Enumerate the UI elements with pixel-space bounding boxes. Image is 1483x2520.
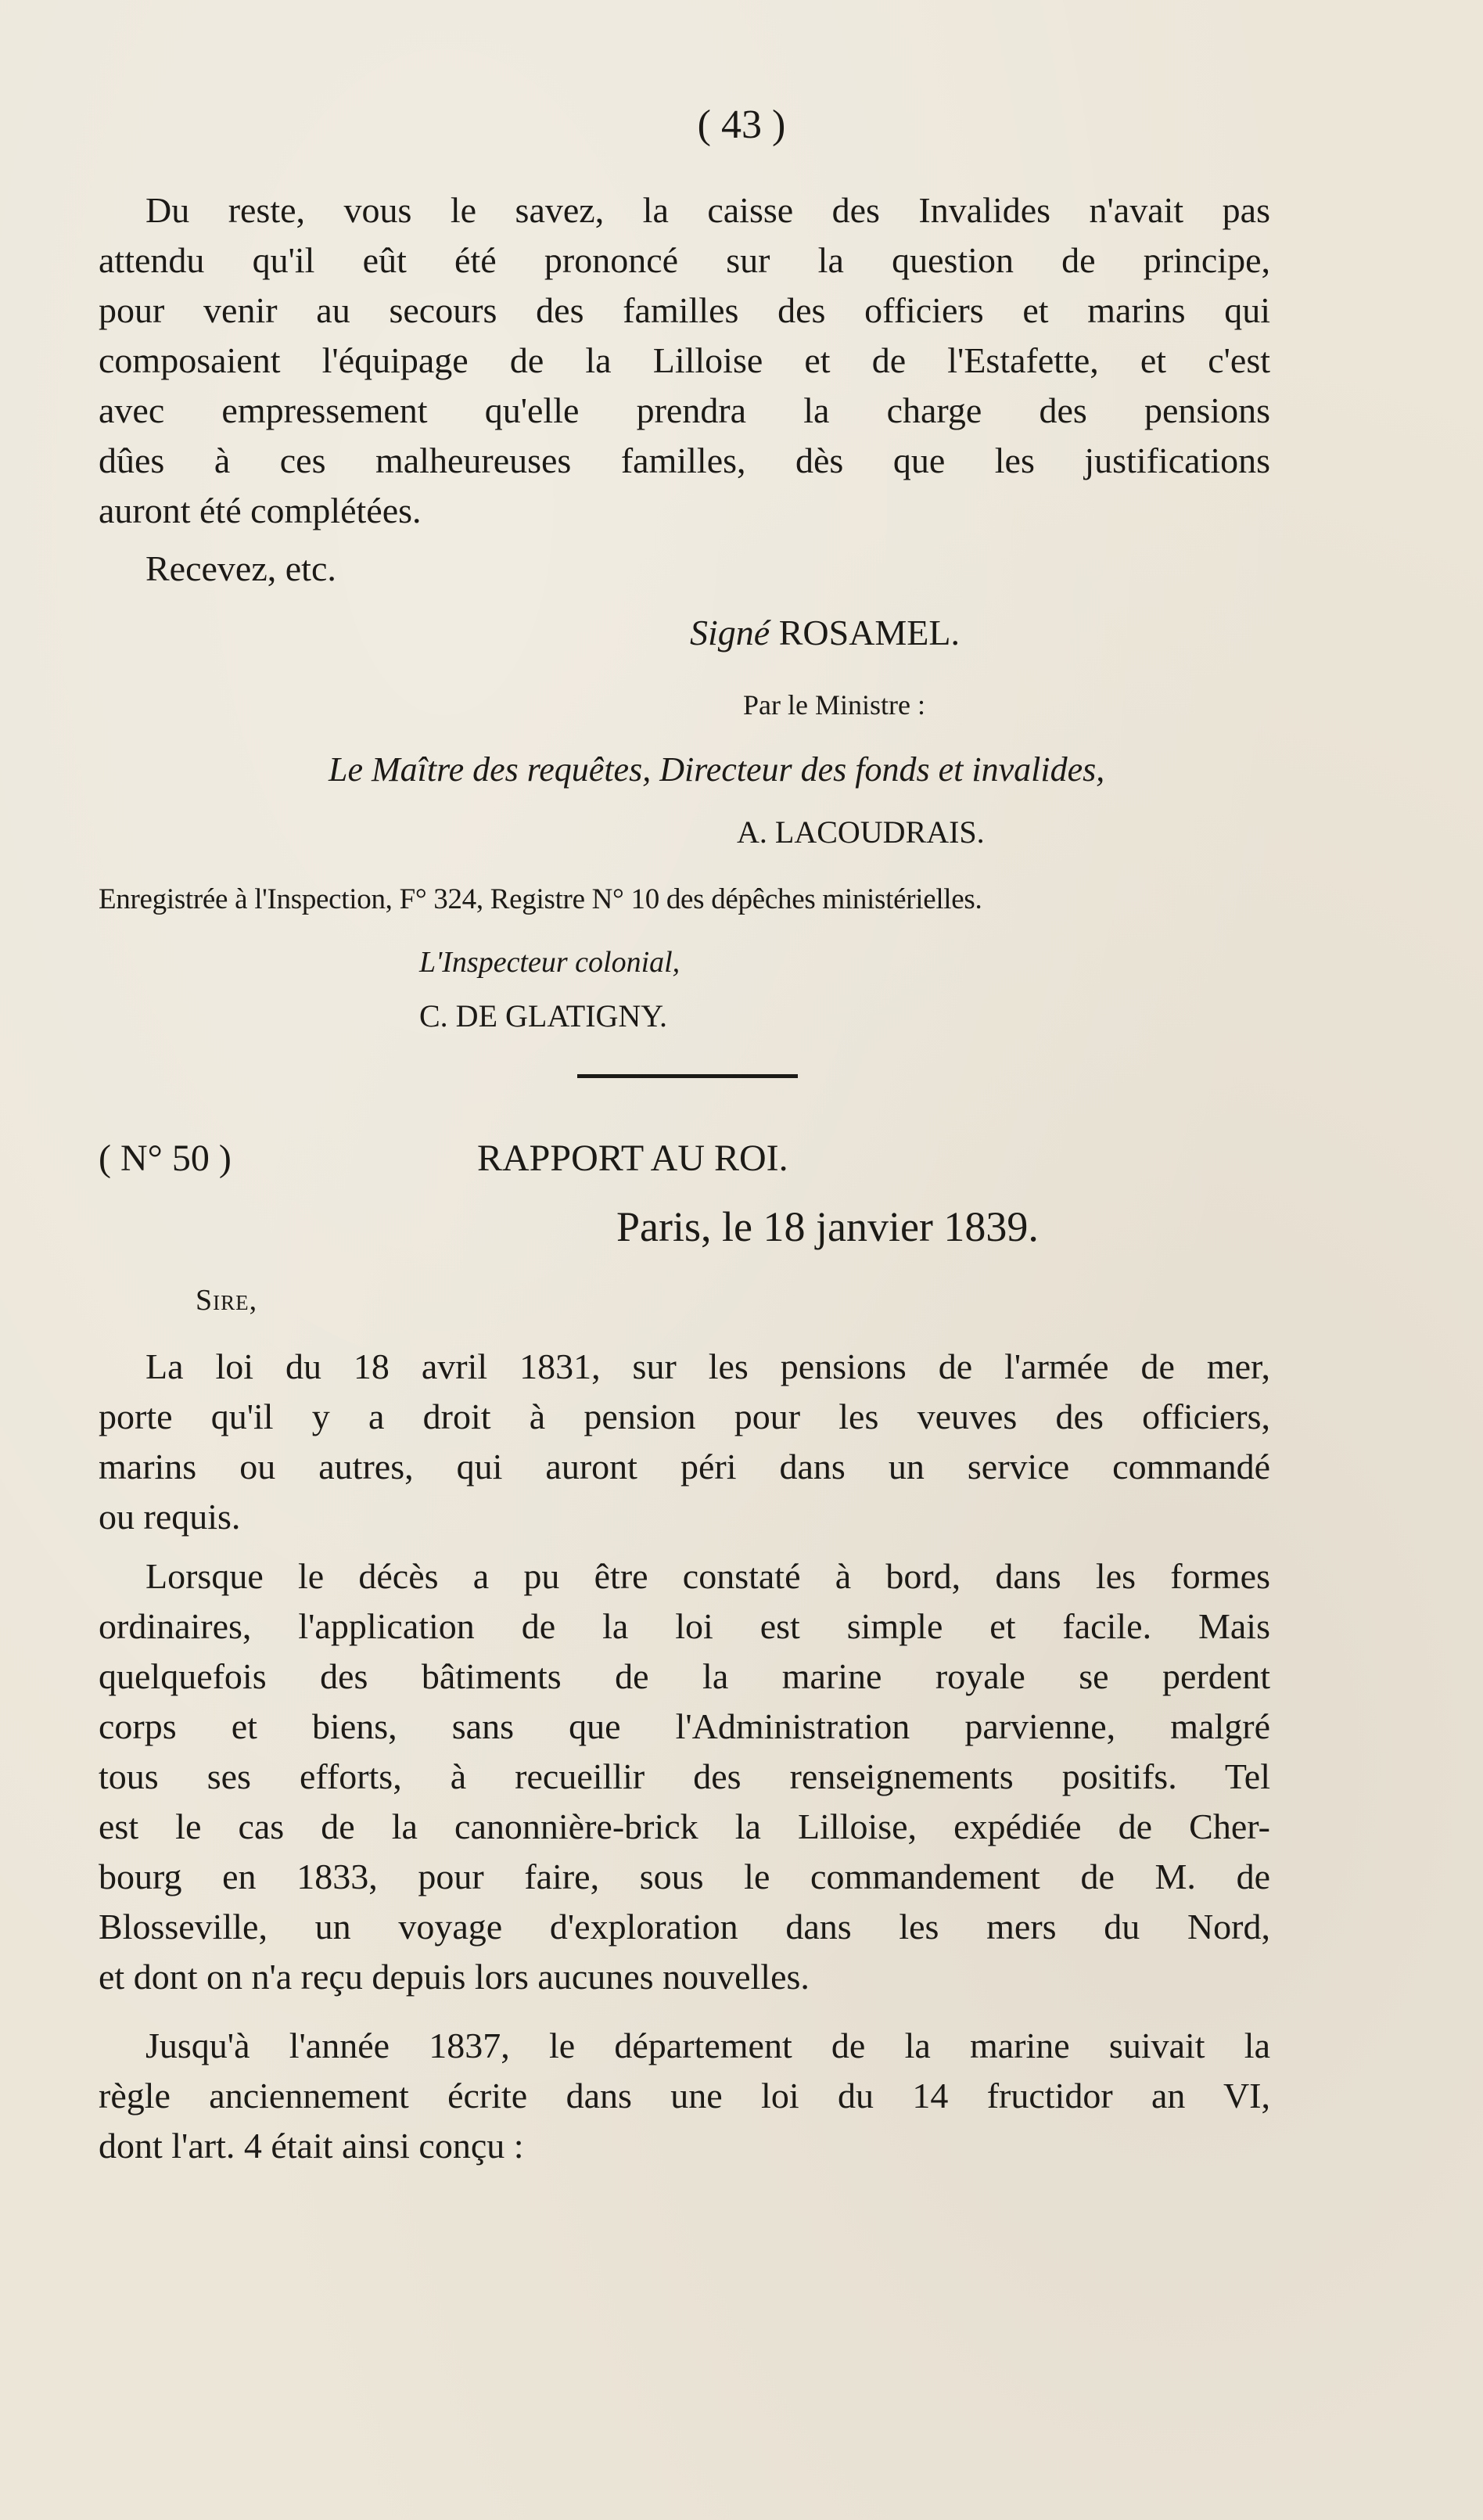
text-line: Blosseville, un voyage d'exploration dans les mers du Nord, (99, 1907, 1270, 1947)
by-minister: Par le Ministre : (743, 689, 925, 721)
paragraph-law-1831 (99, 1342, 1270, 1542)
report-title: RAPPORT AU ROI. (477, 1138, 788, 1179)
text-line: et dont on n'a reçu depuis lors aucunes nouvelles. (99, 1957, 810, 1997)
text-line: Jusqu'à l'année 1837, le département de la marine suivait la (145, 2026, 1270, 2065)
director-title: Le Maître des requêtes, Directeur des fonds et invalides, (329, 750, 1105, 789)
text-line: Lorsque le décès a pu être constaté à bord, dans les formes (145, 1556, 1270, 1596)
text-line: tous ses efforts, à recueillir des renseignements positifs. Tel (99, 1756, 1270, 1796)
dateline: Paris, le 18 janvier 1839. (616, 1203, 1039, 1250)
text-line: ordinaires, l'application de la loi est simple et facile. Mais (99, 1606, 1270, 1646)
signed-label: Signé (690, 613, 770, 652)
text-line: avec empressement qu'elle prendra la charge des pensions (99, 390, 1270, 430)
paragraph-invalides (99, 185, 1270, 536)
text-line: règle anciennement écrite dans une loi du 14 fructidor an VI, (99, 2076, 1270, 2116)
text-line: attendu qu'il eût été prononcé sur la question de principe, (99, 240, 1270, 280)
signature-line (690, 612, 960, 653)
text-line: bourg en 1833, pour faire, sous le commandement de M. de (99, 1857, 1270, 1896)
text-line: ou requis. (99, 1497, 241, 1537)
text-line: Du reste, vous le savez, la caisse des Invalides n'avait pas (145, 190, 1270, 230)
text-line: auront été complétées. (99, 491, 422, 530)
section-divider (577, 1074, 798, 1078)
closing-formula: Recevez, etc. (145, 548, 336, 588)
text-line: pour venir au secours des familles des officiers et marins qui (99, 290, 1270, 330)
signed-name: ROSAMEL. (778, 613, 961, 652)
text-line: dûes à ces malheureuses familles, dès que les justifications (99, 440, 1270, 480)
director-name: A. LACOUDRAIS. (737, 814, 985, 850)
inspector-title: L'Inspecteur colonial, (419, 946, 680, 979)
text-line: dont l'art. 4 était ainsi conçu : (99, 2126, 524, 2166)
text-line: quelquefois des bâtiments de la marine royale se perdent (99, 1656, 1270, 1696)
salutation: Sire, (196, 1284, 258, 1317)
text-line: composaient l'équipage de la Lilloise et de l'Estafette, et c'est (99, 340, 1270, 380)
text-line: porte qu'il y a droit à pension pour les veuves des officiers, (99, 1397, 1270, 1436)
text-line: marins ou autres, qui auront péri dans un service commandé (99, 1447, 1270, 1486)
page-number: ( 43 ) (697, 102, 786, 147)
registration-note: Enregistrée à l'Inspection, F° 324, Registre N° 10 des dépêches ministérielles. (99, 883, 982, 915)
inspector-name: C. DE GLATIGNY. (419, 998, 668, 1034)
document-number: ( N° 50 ) (99, 1138, 232, 1179)
paragraph-lilloise (99, 1551, 1270, 2002)
text-line: est le cas de la canonnière-brick la Lilloise, expédiée de Cher- (99, 1806, 1270, 1846)
text-line: corps et biens, sans que l'Administration parvienne, malgré (99, 1706, 1270, 1746)
text-line: La loi du 18 avril 1831, sur les pensions de l'armée de mer, (145, 1346, 1270, 1386)
paragraph-fructidor (99, 2021, 1270, 2171)
